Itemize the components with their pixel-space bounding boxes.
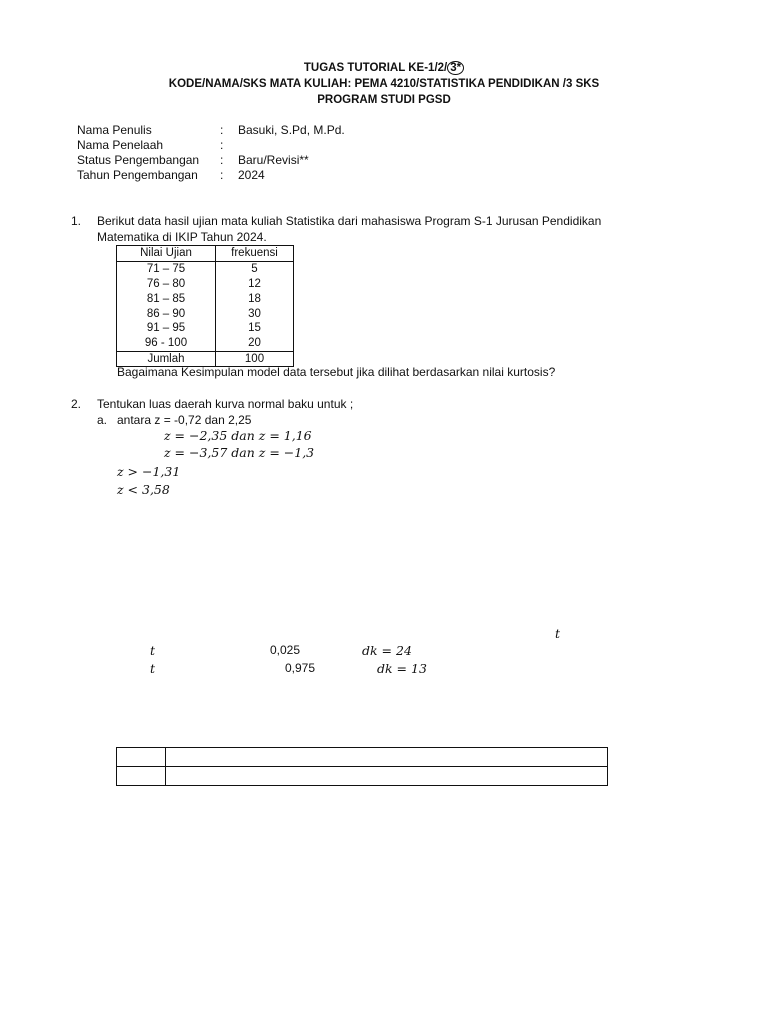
table-row [117,277,294,292]
table-header-cell: Nilai Ujian [117,246,216,262]
table-cell: 5 [216,261,294,276]
table-cell [166,748,608,767]
table-cell: 18 [216,291,294,306]
table-total-value: 100 [216,351,294,367]
frequency-table [116,245,294,367]
math-expression-e: 𝑧 < 3,58 [117,482,170,497]
table-header-cell: frekuensi [216,246,294,262]
question-1-text-line-2: Matematika di IKIP Tahun 2024. [97,230,267,244]
info-value: Baru/Revisi** [238,153,309,167]
math-expression-c: 𝑧 = −3,57 𝑑𝑎𝑛 𝑧 = −1,3 [164,445,315,460]
table-cell: 12 [216,277,294,292]
math-expression-b: 𝑧 = −2,35 𝑑𝑎𝑛 𝑧 = 1,16 [164,428,312,443]
question-2-text: Tentukan luas daerah kurva normal baku untuk ; [97,397,354,411]
table-header-row [117,246,294,262]
header-line-2: KODE/NAMA/SKS MATA KULIAH: PEMA 4210/STATISTIKA PENDIDIKAN /3 SKS [168,78,600,90]
item-a-label: a. [97,413,108,427]
table-cell: 81 – 85 [117,291,216,306]
question-1-text-line-1: Berikut data hasil ujian mata kuliah Statistika dari mahasiswa Program S-1 Jurusan Pendidikan [97,214,602,228]
table-row [117,291,294,306]
table-row [117,748,608,767]
table-cell [117,748,166,767]
question-2-number: 2. [71,397,82,411]
table-cell: 86 – 90 [117,306,216,321]
info-separator: : [220,168,224,182]
table-row [117,767,608,786]
table-row [117,306,294,321]
table-row [117,321,294,336]
table-cell: 15 [216,321,294,336]
table-cell: 91 – 95 [117,321,216,336]
header-line-1-text: TUGAS TUTORIAL KE-1/2/ [303,62,448,74]
t-symbol: 𝑡 [150,643,156,658]
circled-number: 3* [447,61,464,75]
table-cell: 20 [216,336,294,351]
empty-table [116,747,608,786]
info-value: 2024 [238,168,265,182]
t-symbol: 𝑡 [150,661,156,676]
dk-expression: 𝑑𝑘 = 24 [362,643,412,658]
info-label: Status Pengembangan [77,153,200,167]
table-cell: 71 – 75 [117,261,216,276]
question-1-prompt: Bagaimana Kesimpulan model data tersebut jika dilihat berdasarkan nilai kurtosis? [117,365,556,379]
table-cell [117,767,166,786]
t-symbol-right: 𝑡 [555,626,561,641]
info-separator: : [220,123,224,137]
table-cell: 96 - 100 [117,336,216,351]
item-a-text: antara z = -0,72 dan 2,25 [117,413,252,427]
info-separator: : [220,138,224,152]
table-total-label: Jumlah [117,351,216,367]
info-label: Tahun Pengembangan [77,168,198,182]
question-1-number: 1. [71,214,82,228]
header-line-1 [0,61,768,75]
table-cell: 30 [216,306,294,321]
info-label: Nama Penulis [77,123,152,137]
info-separator: : [220,153,224,167]
alpha-value: 0,025 [270,643,301,657]
table-cell: 76 – 80 [117,277,216,292]
table-row [117,336,294,351]
table-row [117,261,294,276]
dk-expression: 𝑑𝑘 = 13 [377,661,427,676]
table-cell [166,767,608,786]
math-expression-d: 𝑧 > −1,31 [117,464,181,479]
info-label: Nama Penelaah [77,138,164,152]
alpha-value: 0,975 [285,661,316,675]
header-line-3: PROGRAM STUDI PGSD [317,94,451,106]
info-value: Basuki, S.Pd, M.Pd. [238,123,345,137]
